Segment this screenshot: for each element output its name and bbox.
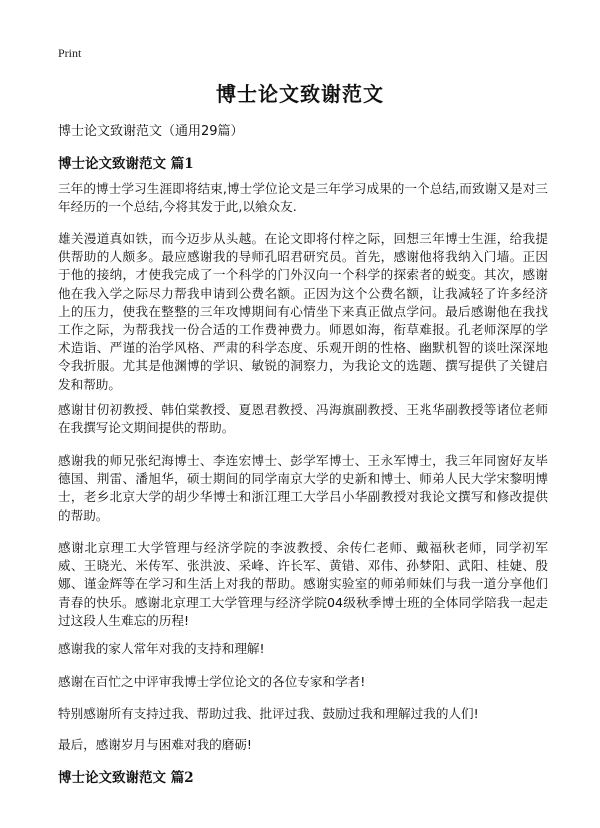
document-subtitle: 博士论文致谢范文（通用29篇） xyxy=(58,124,244,139)
paragraph: 特别感谢所有支持过我、帮助过我、批评过我、鼓励过我和理解过我的人们! xyxy=(58,706,479,721)
paragraph: 最后，感谢岁月与困难对我的磨砺! xyxy=(58,737,252,752)
paragraph: 感谢甘仞初教授、韩伯棠教授、夏恩君教授、冯海旗副教授、王兆华副教授等诸位老师在我撰写论文期间提供的帮助。 xyxy=(58,402,548,436)
paragraph: 感谢我的师兄张纪海博士、李连宏博士、彭学军博士、王永军博士，我三年同窗好友毕德国、荆雷、潘旭华，硕士期间的同学南京大学的史新和博士、师弟人民大学宋黎明博士，老乡北京大学的胡少华博士和浙江理工大学吕小华副教授对我论文撰写和修改提供的帮助。 xyxy=(58,453,548,523)
section-heading: 博士论文致谢范文 篇2 xyxy=(58,770,194,786)
print-label: Print xyxy=(58,46,82,60)
paragraph: 三年的博士学习生涯即将结束,博士学位论文是三年学习成果的一个总结,而致谢又是对三年经历的一个总结,今将其发于此,以飨众友. xyxy=(58,181,548,215)
paragraph: 雄关漫道真如铁，而今迈步从头越。在论文即将付梓之际，回想三年博士生涯，给我提供帮助的人颇多。最应感谢我的导师孔昭君研究员。首先，感谢他将我纳入门墙。正因于他的接纳，才使我完成了一个科学的门外汉向一个科学的探索者的蜕变。其次，感谢他在我入学之际尽力帮我申请到公费名额。正因为这个公费名额，让我减轻了许多经济上的压力，使我在整整的三年攻博期间有心情坐下来真正做点学问。最后感谢他在我找工作之际，为帮我找一份合适的工作费神费力。师恩如海，衔草难报。孔老师深厚的学术造诣、严谨的治学风格、严肃的科学态度、乐观开朗的性格、幽默机智的谈吐深深地令我折服。尤其是他渊博的学识、敏锐的洞察力，为我论文的选题、撰写提供了关键启发和帮助。 xyxy=(58,231,548,392)
page-title: 博士论文致谢范文 xyxy=(216,82,384,106)
section-heading: 博士论文致谢范文 篇1 xyxy=(58,156,194,172)
paragraph: 感谢我的家人常年对我的支持和理解! xyxy=(58,641,265,656)
paragraph: 感谢北京理工大学管理与经济学院的李波教授、余传仁老师、戴福秋老师，同学初军威、王晓光、米传军、张洪波、采峰、许长军、黄错、邓伟、孙梦阳、武阳、桂婕、殷娜、谨金辉等在学习和生活上对我的帮助。感谢实验室的师弟师妹们与我一道分享他们青春的快乐。感谢北京理工大学管理与经济学院04级秋季博士班的全体同学陪我一起走过这段人生难忘的历程! xyxy=(58,540,548,628)
paragraph: 感谢在百忙之中评审我博士学位论文的各位专家和学者! xyxy=(58,674,366,689)
